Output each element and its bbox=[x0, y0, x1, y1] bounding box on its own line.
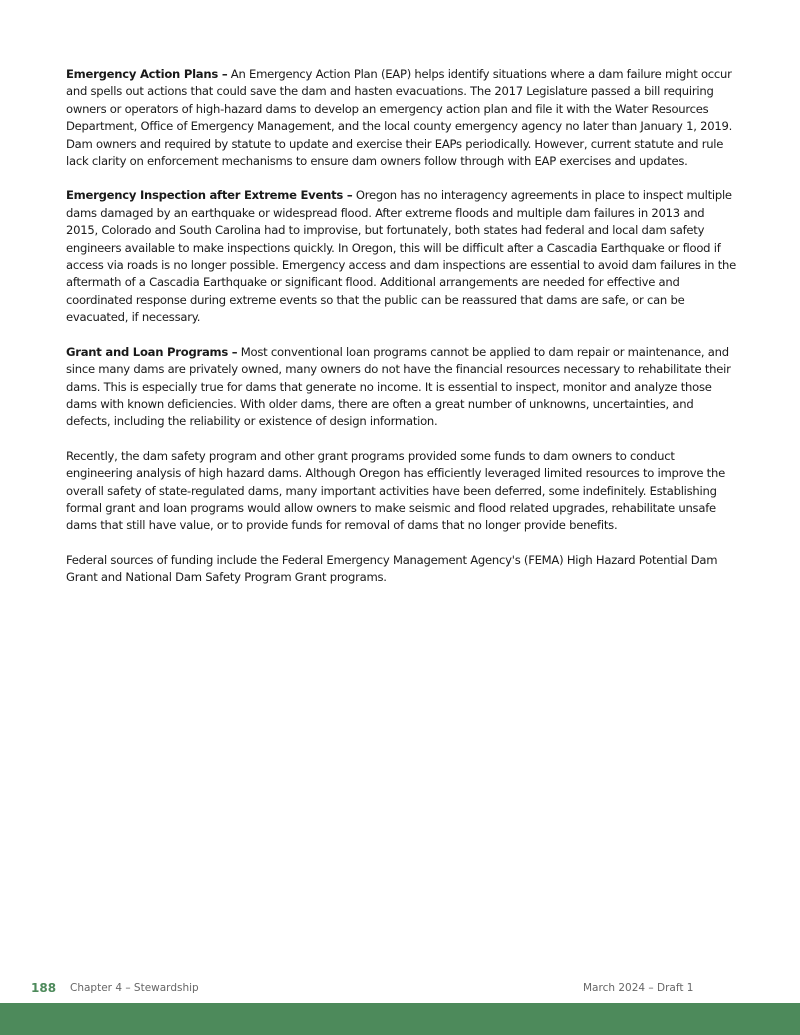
paragraph-text: An Emergency Action Plan (EAP) helps identify situations where a dam failure might occur and spells out actions that could save the dam and hasten evacuations. The 2017 Legislature passed a bill requiring owners or operators of high-hazard dams to develop an emergency action plan and file it with the Water Resources Department, Office of Emergency Management, and the local county emergency agency no later than January 1, 2019. Dam owners and required by statute to update and exercise their EAPs periodically. However, current statute and rule lack clarity on enforcement mechanisms to ensure dam owners follow through with EAP exercises and updates. bbox=[66, 67, 733, 169]
paragraph-grant-loan-programs bbox=[66, 344, 738, 431]
paragraph-text: Federal sources of funding include the Federal Emergency Management Agency's (FEMA) High Hazard Potential Dam Grant and National Dam Safety Program Grant programs. bbox=[66, 552, 718, 585]
page-number: 188 bbox=[31, 981, 57, 995]
draft-date: March 2024 – Draft 1 bbox=[583, 982, 694, 994]
paragraph-recent-funding bbox=[66, 448, 738, 535]
paragraph-text: Oregon has no interagency agreements in place to inspect multiple dams damaged by an earthquake or widespread flood. After extreme floods and multiple dam failures in 2013 and 2015, Colorado and South Carolina had to improvise, but fortunately, both states had federal and local dam safety engineers available to make inspections quickly. In Oregon, this will be difficult after a Cascadia Earthquake or flood if access via roads is no longer possible. Emergency access and dam inspections are essential to avoid dam failures in the aftermath of a Cascadia Earthquake or significant flood. Additional arrangements are needed for effective and coordinated response during extreme events so that the public can be reassured that dams are safe, or can be evacuated, if necessary. bbox=[66, 188, 736, 325]
paragraph-heading: Grant and Loan Programs – bbox=[66, 344, 238, 359]
paragraph-emergency-inspection bbox=[66, 187, 738, 326]
chapter-label: Chapter 4 – Stewardship bbox=[70, 982, 199, 994]
paragraph-text: Most conventional loan programs cannot be applied to dam repair or maintenance, and since many dams are privately owned, many owners do not have the financial resources necessary to rehabilitate their dams. This is especially true for dams that generate no income. It is essential to inspect, monitor and analyze those dams with known deficiencies. With older dams, there are often a great number of unknowns, uncertainties, and defects, including the reliability or existence of design information. bbox=[66, 344, 731, 429]
footer-bar bbox=[0, 1003, 800, 1035]
paragraph-heading: Emergency Inspection after Extreme Events – bbox=[66, 188, 353, 203]
page-footer bbox=[0, 981, 800, 999]
paragraph-federal-sources bbox=[66, 552, 738, 587]
document-body bbox=[66, 66, 738, 604]
paragraph-text: Recently, the dam safety program and other grant programs provided some funds to dam owners to conduct engineering analysis of high hazard dams. Although Oregon has efficiently leveraged limited resources to improve the overall safety of state-regulated dams, many important activities have been deferred, some indefinitely. Establishing formal grant and loan programs would allow owners to make seismic and flood related upgrades, rehabilitate unsafe dams that still have value, or to provide funds for removal of dams that no longer provide benefits. bbox=[66, 448, 725, 533]
paragraph-emergency-action-plans bbox=[66, 66, 738, 170]
paragraph-heading: Emergency Action Plans – bbox=[66, 67, 228, 81]
